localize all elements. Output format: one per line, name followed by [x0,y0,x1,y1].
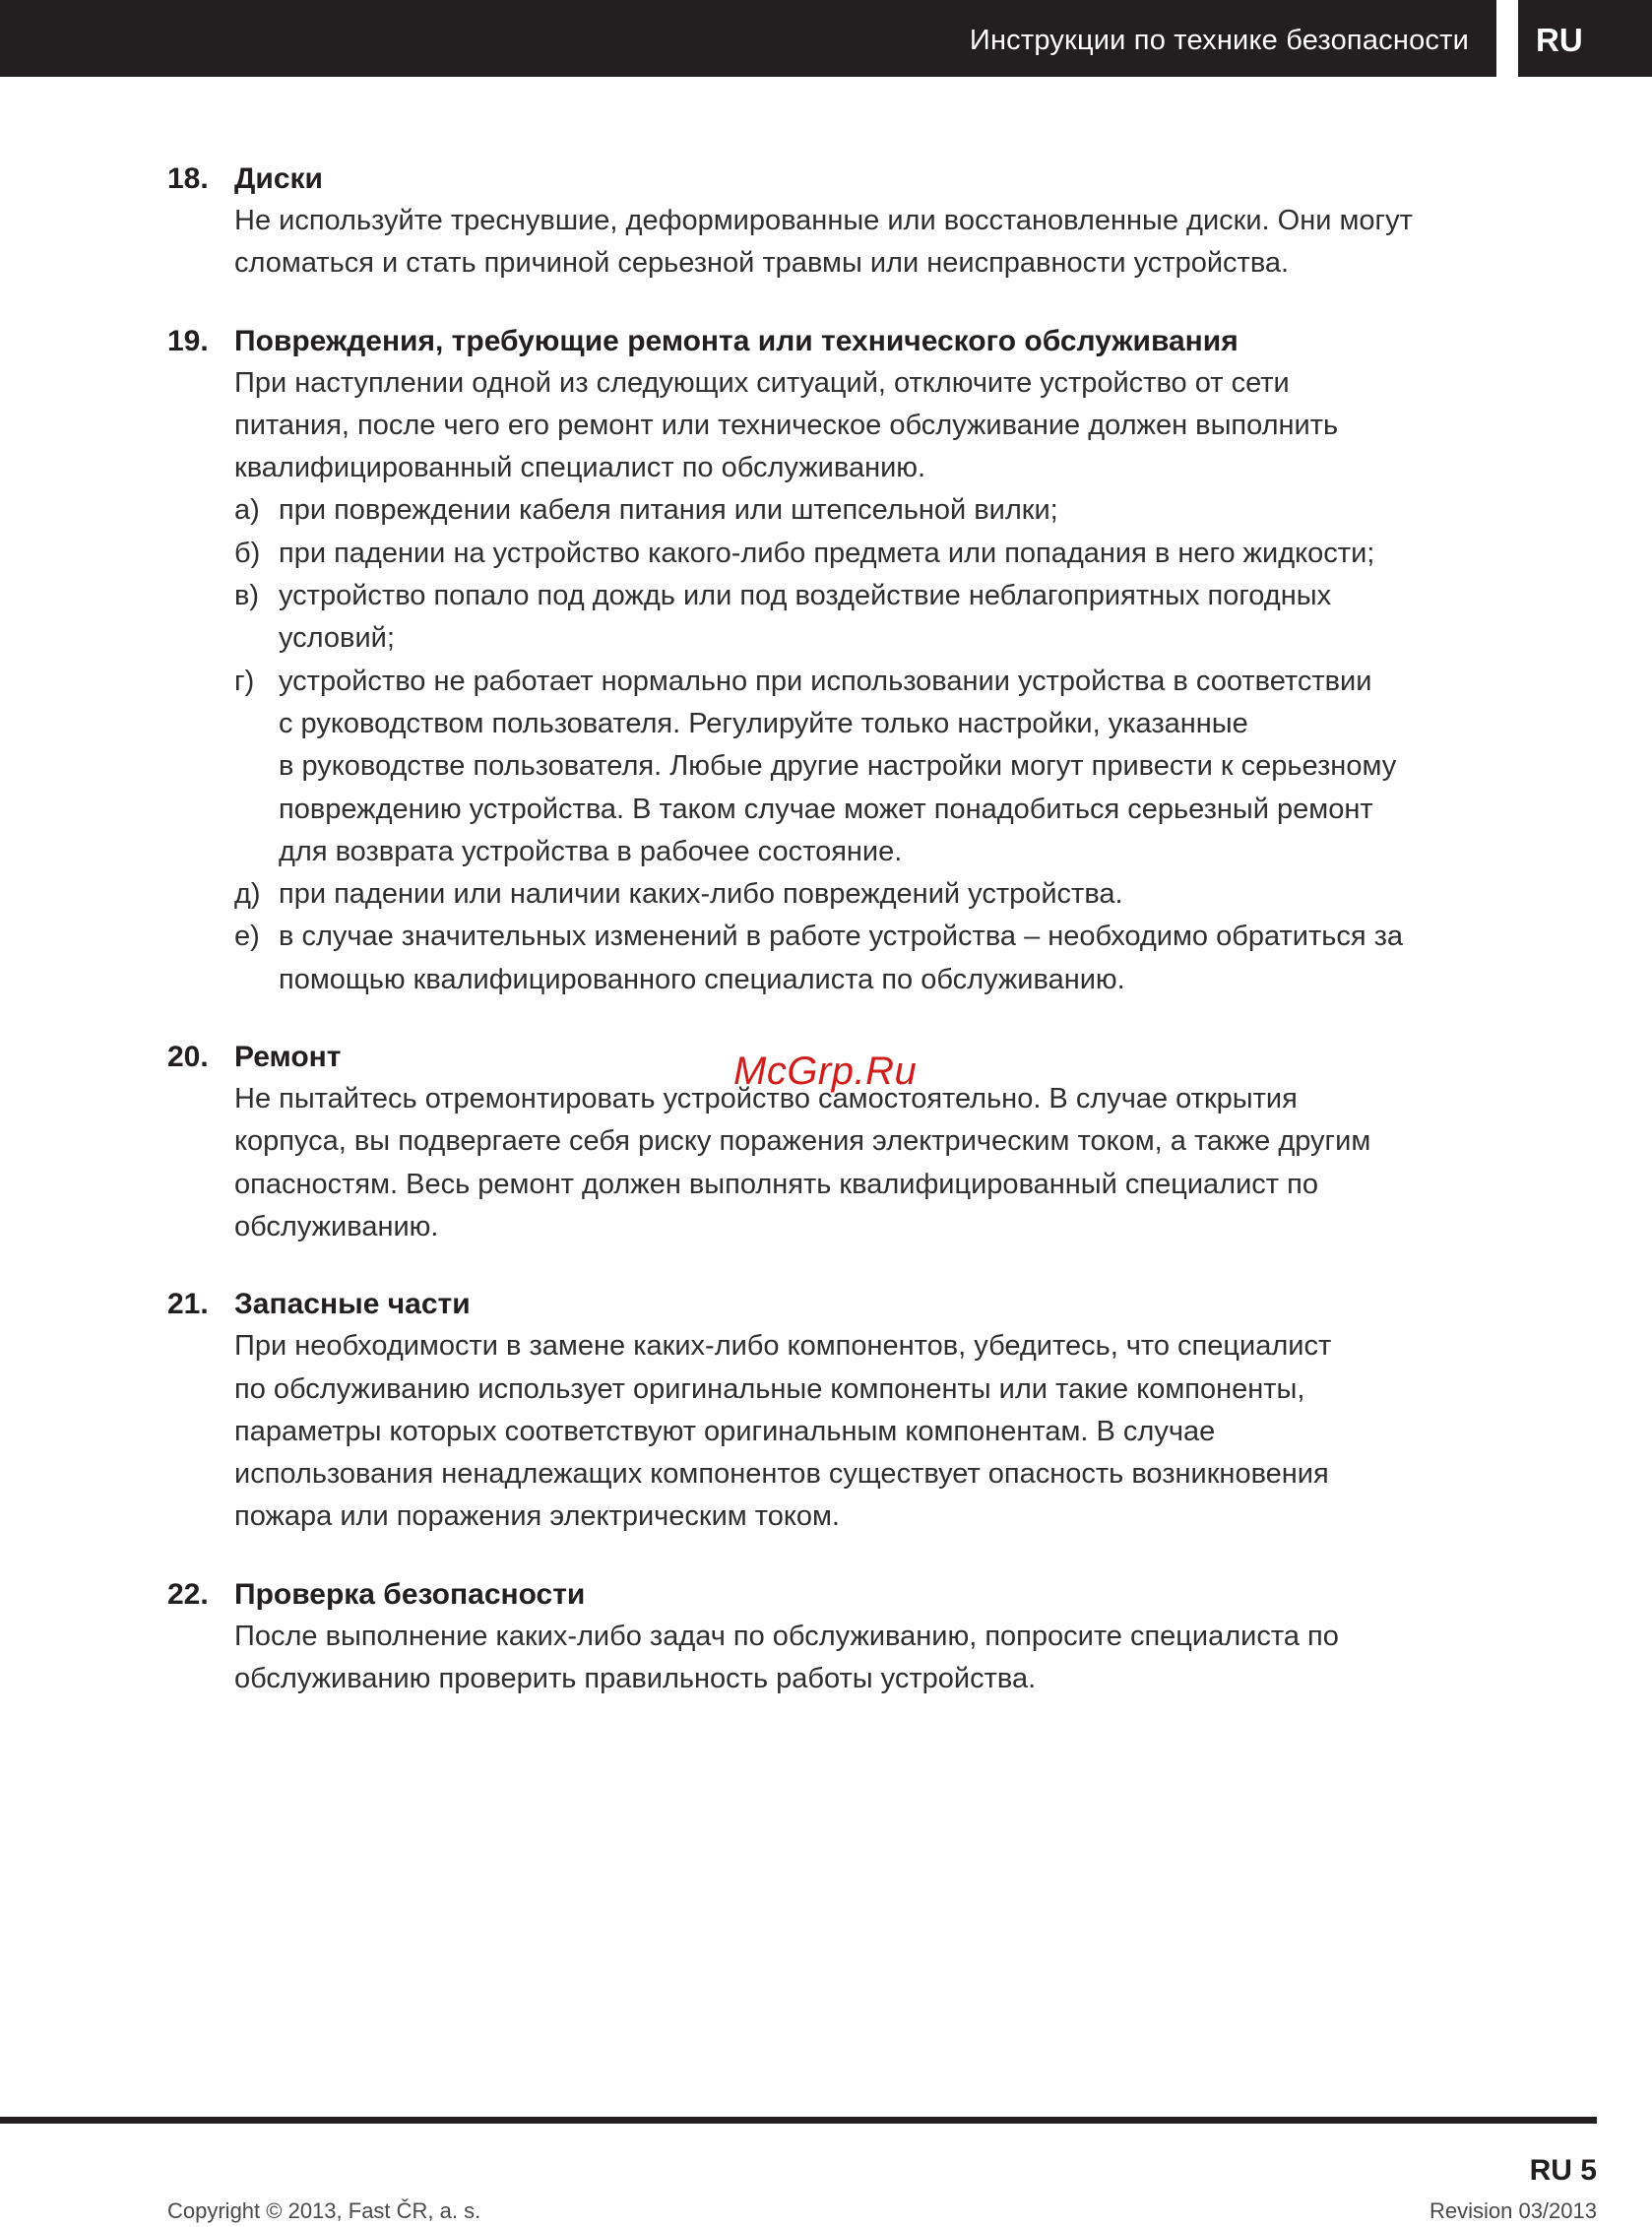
text-line: пожара или поражения электрическим током. [234,1500,840,1533]
text-line: обслуживанию. [234,1210,439,1242]
text-line: сломаться и стать причиной серьезной травмы или неисправности устройства. [234,247,1290,280]
section-title: Повреждения, требующие ремонта или технического обслуживания [234,324,1239,357]
list-item-letter: в) [234,580,260,612]
text-line: повреждению устройства. В таком случае может понадобиться серьезный ремонт [279,793,1373,825]
section-title: Ремонт [234,1041,342,1074]
page-number: RU 5 [1529,2154,1597,2187]
text-line: При наступлении одной из следующих ситуаций, отключите устройство от сети [234,366,1290,399]
list-item-a [234,489,1526,532]
list-item-d [234,873,1526,916]
list-item-letter: г) [234,665,255,697]
section-number: 21. [167,1288,209,1321]
document-body [167,158,1526,1735]
text-line: обслуживанию проверить правильность работы устройства. [234,1663,1037,1695]
text-line: параметры которых соответствуют оригинальным компонентам. В случае [234,1415,1216,1447]
text-line: опасностям. Весь ремонт должен выполнять квалифицированный специалист по [234,1168,1318,1200]
text-line: в руководстве пользователя. Любые другие настройки могут привести к серьезному [279,750,1397,783]
list-item-letter: б) [234,537,261,569]
language-label: RU [1536,22,1583,58]
text-line: устройство не работает нормально при использовании устройства в соответствии [279,665,1372,697]
text-line: Не используйте треснувшие, деформированные или восстановленные диски. Они могут [234,205,1413,236]
text-line: при повреждении кабеля питания или штепсельной вилки; [279,494,1058,527]
section-title: Запасные части [234,1288,471,1321]
text-line: при падении или наличии каких-либо повреждений устройства. [279,878,1123,911]
section-19 [167,320,1526,1001]
section-22 [167,1573,1526,1701]
list-item-g [234,661,1526,873]
section-title: Диски [234,162,323,195]
text-line: при падении на устройство какого-либо предмета или попадания в него жидкости; [279,537,1375,569]
section-21 [167,1283,1526,1538]
section-title: Проверка безопасности [234,1577,586,1611]
list-item-v [234,575,1526,661]
text-line: помощью квалифицированного специалиста по обслуживанию. [279,963,1125,995]
text-line: в случае значительных изменений в работе устройства – необходимо обратиться за [279,921,1404,953]
section-number: 18. [167,162,209,195]
section-number: 22. [167,1577,209,1611]
section-number: 19. [167,324,209,357]
section-number: 20. [167,1041,209,1074]
copyright-text: Copyright © 2013, Fast ČR, a. s. [167,2198,481,2223]
language-badge [1518,0,1652,77]
header-bar [0,0,1496,77]
list-item-letter: a) [234,494,260,527]
text-line: условий; [279,622,395,655]
text-line: устройство попало под дождь или под воздействие неблагоприятных погодных [279,580,1332,612]
list-item-letter: е) [234,921,260,953]
text-line: для возврата устройства в рабочее состояние. [279,835,903,867]
list-item-e [234,916,1526,1001]
footer-divider [0,2117,1597,2124]
watermark: McGrp.Ru [733,1050,918,1093]
section-18 [167,158,1526,286]
list-item-letter: д) [234,878,261,911]
text-line: корпуса, вы подвергаете себя риску поражения электрическим током, а также другим [234,1125,1371,1158]
text-line: с руководством пользователя. Регулируйте только настройки, указанные [279,707,1248,739]
text-line: При необходимости в замене каких-либо компонентов, убедитесь, что специалист [234,1330,1332,1363]
text-line: Не пытайтесь отремонтировать устройство самостоятельно. В случае открытия [234,1083,1298,1115]
list-item-b [234,533,1526,575]
text-line: по обслуживанию использует оригинальные компоненты или такие компоненты, [234,1372,1305,1405]
text-line: квалифицированный специалист по обслуживанию. [234,452,926,484]
header-title: Инструкции по технике безопасности [969,25,1469,56]
text-line: использования ненадлежащих компонентов существует опасность возникновения [234,1458,1329,1491]
text-line: питания, после чего его ремонт или техническое обслуживание должен выполнить [234,409,1339,441]
text-line: После выполнение каких-либо задач по обслуживанию, попросите специалиста по [234,1620,1339,1652]
revision-text: Revision 03/2013 [1429,2198,1597,2223]
